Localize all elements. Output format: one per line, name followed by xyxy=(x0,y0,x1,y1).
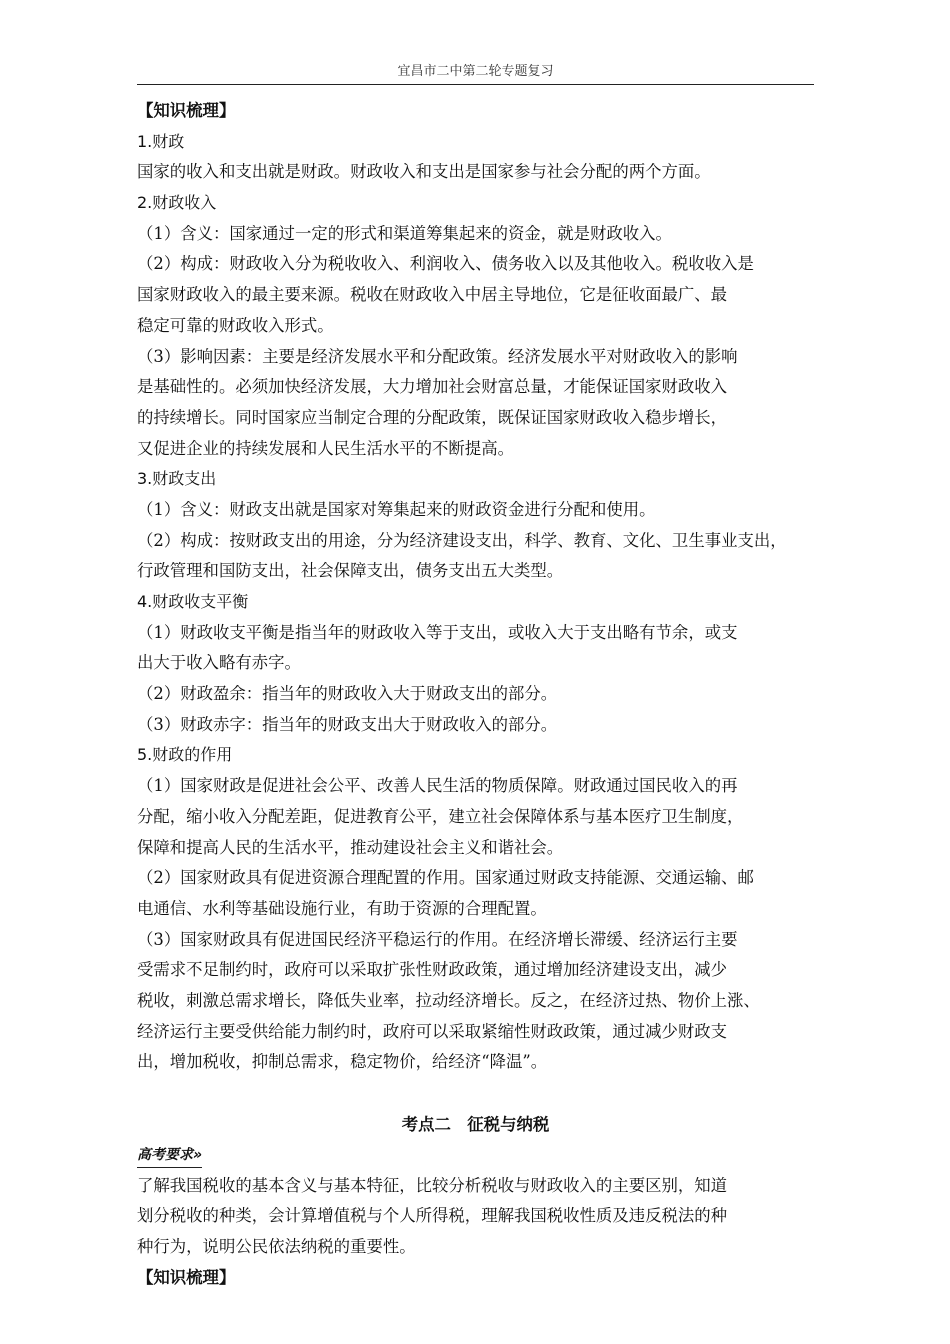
knowledge-heading: 【知识梳理】 xyxy=(137,1267,236,1287)
paragraph-line: 稳定可靠的财政收入形式。 xyxy=(137,315,334,335)
page-header-text: 宜昌市二中第二轮专题复习 xyxy=(397,64,554,79)
subheading-expenditure: 3.财政支出 xyxy=(137,469,217,489)
paragraph-line: 国家的收入和支出就是财政。财政收入和支出是国家参与社会分配的两个方面。 xyxy=(137,162,711,182)
paragraph-line: 出大于收入略有赤字。 xyxy=(137,653,301,673)
paragraph-line: 种行为，说明公民依法纳税的重要性。 xyxy=(137,1237,416,1257)
paragraph-line: 行政管理和国防支出，社会保障支出，债务支出五大类型。 xyxy=(137,561,564,581)
subheading-revenue: 2.财政收入 xyxy=(137,193,217,213)
paragraph-line: 国家财政收入的最主要来源。税收在财政收入中居主导地位，它是征收面最广、最 xyxy=(137,285,728,305)
page-header xyxy=(137,62,814,85)
document-body xyxy=(137,96,827,1293)
paragraph-line: 又促进企业的持续发展和人民生活水平的不断提高。 xyxy=(137,438,514,458)
subheading-finance: 1.财政 xyxy=(137,131,185,151)
subheading-role: 5.财政的作用 xyxy=(137,745,233,765)
paragraph-line: （1）含义：国家通过一定的形式和渠道筹集起来的资金，就是财政收入。 xyxy=(137,223,672,243)
paragraph-line: （1）财政收支平衡是指当年的财政收入等于支出，或收入大于支出略有节余，或支 xyxy=(137,622,738,642)
paragraph-line: 出，增加税收，抑制总需求，稳定物价，给经济“降温”。 xyxy=(137,1052,548,1072)
paragraph-line: 划分税收的种类，会计算增值税与个人所得税，理解我国税收性质及违反税法的种 xyxy=(137,1206,728,1226)
paragraph-line: （2）国家财政具有促进资源合理配置的作用。国家通过财政支持能源、交通运输、邮 xyxy=(137,868,754,888)
paragraph-line: （3）财政赤字：指当年的财政支出大于财政收入的部分。 xyxy=(137,714,558,734)
paragraph-line: 是基础性的。必须加快经济发展，大力增加社会财富总量，才能保证国家财政收入 xyxy=(137,377,728,397)
paragraph-line: 的持续增长。同时国家应当制定合理的分配政策，既保证国家财政收入稳步增长， xyxy=(137,407,728,427)
section-spacer xyxy=(137,1078,827,1110)
paragraph-line: （2）构成：财政收入分为税收收入、利润收入、债务收入以及其他收入。税收收入是 xyxy=(137,254,754,274)
knowledge-heading: 【知识梳理】 xyxy=(137,101,236,120)
paragraph-line: （3）影响因素：主要是经济发展水平和分配政策。经济发展水平对财政收入的影响 xyxy=(137,346,738,366)
paragraph-line: 电通信、水利等基础设施行业，有助于资源的合理配置。 xyxy=(137,898,547,918)
paragraph-line: （1）含义：财政支出就是国家对筹集起来的财政资金进行分配和使用。 xyxy=(137,499,656,519)
paragraph-line: （2）财政盈余：指当年的财政收入大于财政支出的部分。 xyxy=(137,684,558,704)
paragraph-line: （1）国家财政是促进社会公平、改善人民生活的物质保障。财政通过国民收入的再 xyxy=(137,776,738,796)
paragraph-line: 保障和提高人民的生活水平，推动建设社会主义和谐社会。 xyxy=(137,837,564,857)
paragraph-line: 经济运行主要受供给能力制约时，政府可以采取紧缩性财政政策，通过减少财政支 xyxy=(137,1021,728,1041)
section-title: 考点二 征税与纳税 xyxy=(401,1115,550,1134)
subheading-balance: 4.财政收支平衡 xyxy=(137,592,249,611)
requirement-label-wrap xyxy=(137,1143,827,1171)
paragraph-line: （3）国家财政具有促进国民经济平稳运行的作用。在经济增长滞缓、经济运行主要 xyxy=(137,929,738,949)
paragraph-line: 受需求不足制约时，政府可以采取扩张性财政政策，通过增加经济建设支出，减少 xyxy=(137,960,728,980)
paragraph-line: 了解我国税收的基本含义与基本特征，比较分析税收与财政收入的主要区别，知道 xyxy=(137,1175,728,1195)
paragraph-line: 分配，缩小收入分配差距，促进教育公平，建立社会保障体系与基本医疗卫生制度， xyxy=(137,806,744,826)
paragraph-line: 税收，刺激总需求增长，降低失业率，拉动经济增长。反之，在经济过热、物价上涨、 xyxy=(137,990,760,1010)
requirement-label: 高考要求» xyxy=(137,1143,202,1168)
paragraph-line: （2）构成：按财政支出的用途，分为经济建设支出，科学、教育、文化、卫生事业支出， xyxy=(137,530,787,550)
